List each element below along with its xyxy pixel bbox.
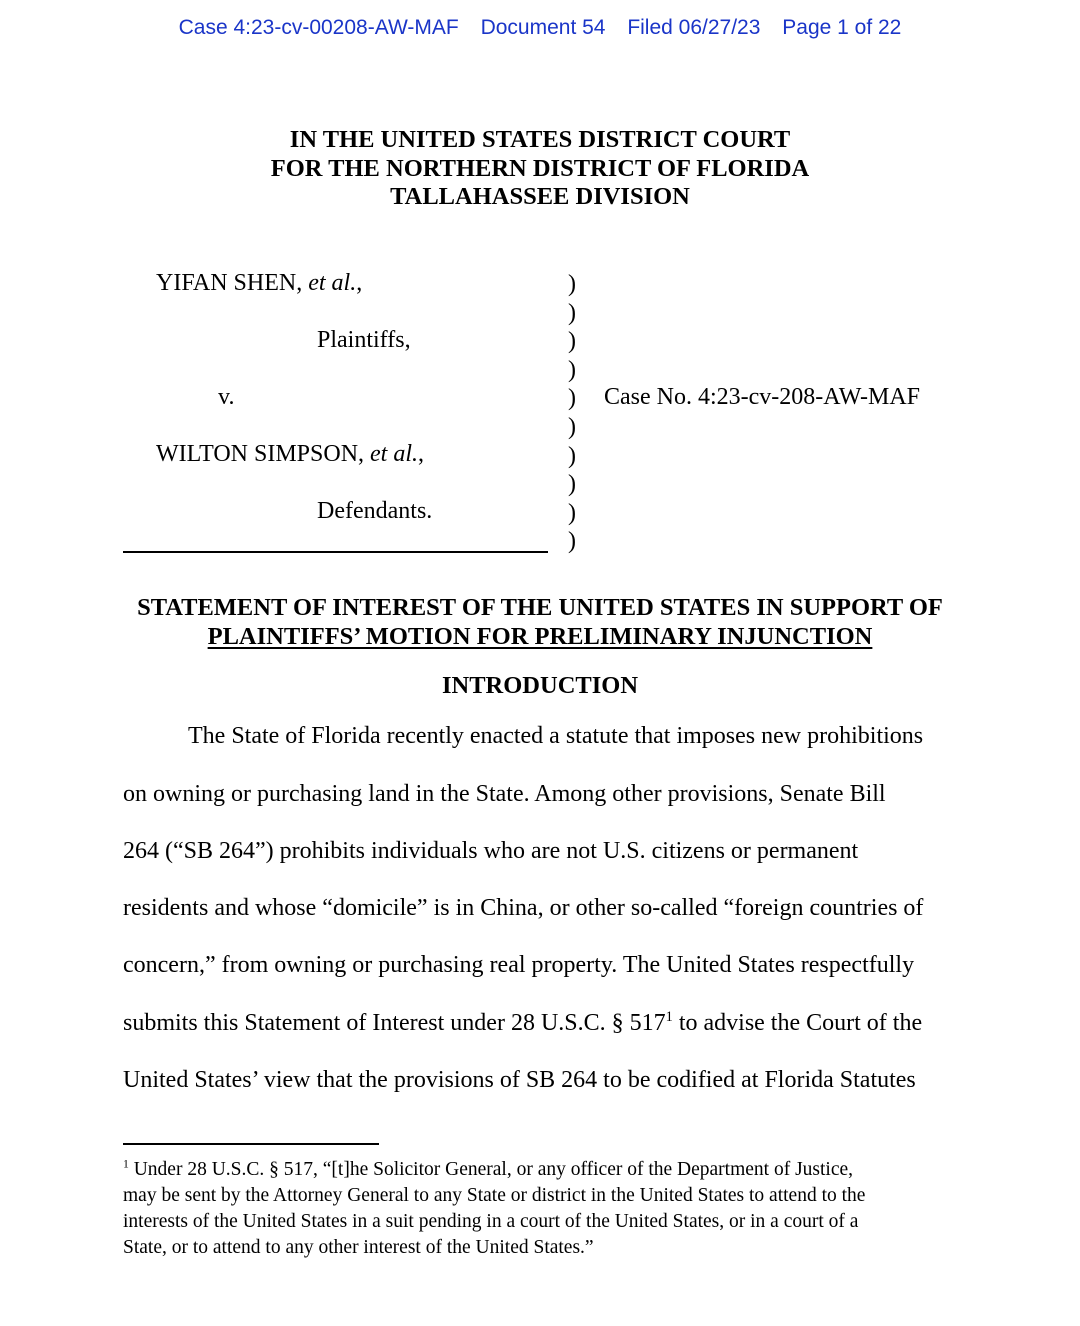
footnote-line-1 — [123, 1157, 865, 1183]
paren: ) — [568, 271, 576, 297]
filing-header — [0, 16, 1080, 40]
document-title-line-2 — [0, 623, 1080, 651]
page-number-stamp: Page 1 of 22 — [782, 16, 902, 39]
plaintiffs-label: Plaintiffs, — [317, 327, 411, 353]
document-title-line-1: STATEMENT OF INTEREST OF THE UNITED STATES IN SUPPORT OF — [137, 594, 943, 621]
paren: ) — [568, 499, 576, 526]
defendant-et-al: et al. — [370, 441, 419, 467]
footnote-separator — [123, 1143, 379, 1145]
case-number: Case No. 4:23-cv-208-AW-MAF — [604, 384, 921, 410]
body-line-6 — [123, 1010, 922, 1037]
paren: ) — [568, 413, 576, 440]
document-title-underlined: PLAINTIFFS’ MOTION FOR PRELIMINARY INJUNCTION — [207, 623, 873, 650]
caption-rule — [123, 551, 548, 553]
filed-date-stamp: Filed 06/27/23 — [627, 16, 761, 39]
paren: ) — [568, 299, 576, 326]
paren: ) — [568, 528, 576, 555]
body-line-6-text: submits this Statement of Interest under 28 U.S.C. § 517 — [123, 1010, 666, 1036]
court-heading — [0, 126, 1080, 212]
defendant-name: WILTON SIMPSON, — [156, 441, 371, 467]
plaintiff-party — [156, 270, 362, 297]
footnote-line-2: may be sent by the Attorney General to any State or district in the United States to attend to the — [123, 1185, 866, 1206]
court-line-1: IN THE UNITED STATES DISTRICT COURT — [289, 126, 791, 153]
body-line-1: The State of Florida recently enacted a statute that imposes new prohibitions — [188, 723, 924, 749]
paren: ) — [568, 471, 576, 498]
versus-label: v. — [218, 384, 235, 410]
defendant-party — [156, 441, 424, 468]
footnote — [123, 1157, 865, 1261]
court-line-3: TALLAHASSEE DIVISION — [390, 183, 690, 210]
defendants-label: Defendants. — [317, 498, 433, 524]
body-line-6-continuation: to advise the Court of the — [672, 1010, 923, 1036]
footnote-line-3: interests of the United States in a suit pending in a court of the United States, or in a court of a — [123, 1211, 859, 1232]
body-line-5: concern,” from owning or purchasing real property. The United States respectfully — [123, 952, 915, 978]
body-line-3: 264 (“SB 264”) prohibits individuals who are not U.S. citizens or permanent — [123, 838, 859, 864]
plaintiff-name: YIFAN SHEN, — [156, 270, 309, 296]
document-number-stamp: Document 54 — [480, 16, 606, 39]
footnote-line-1-text: Under 28 U.S.C. § 517, “[t]he Solicitor General, or any officer of the Department of Justice, — [128, 1159, 854, 1180]
court-line-2: FOR THE NORTHERN DISTRICT OF FLORIDA — [270, 154, 810, 182]
defendant-comma: , — [418, 441, 425, 467]
footnote-line-4: State, or to attend to any other interest of the United States.” — [123, 1237, 594, 1258]
section-heading: INTRODUCTION — [441, 672, 639, 699]
plaintiff-et-al: et al. — [308, 270, 357, 296]
paren: ) — [568, 328, 576, 355]
case-number-stamp: Case 4:23-cv-00208-AW-MAF — [178, 16, 459, 39]
body-line-7: United States’ view that the provisions of SB 264 to be codified at Florida Statutes — [123, 1067, 916, 1093]
paren: ) — [568, 356, 576, 383]
body-line-4: residents and whose “domicile” is in China, or other so-called “foreign countries of — [123, 895, 924, 921]
paren: ) — [568, 385, 576, 412]
caption-paren-column — [568, 270, 576, 556]
footnote-reference[interactable]: 1 — [665, 1009, 673, 1025]
footnote-marker: 1 — [123, 1157, 129, 1171]
plaintiff-comma: , — [356, 270, 363, 296]
body-line-2: on owning or purchasing land in the State. Among other provisions, Senate Bill — [123, 781, 886, 807]
paren: ) — [568, 442, 576, 469]
